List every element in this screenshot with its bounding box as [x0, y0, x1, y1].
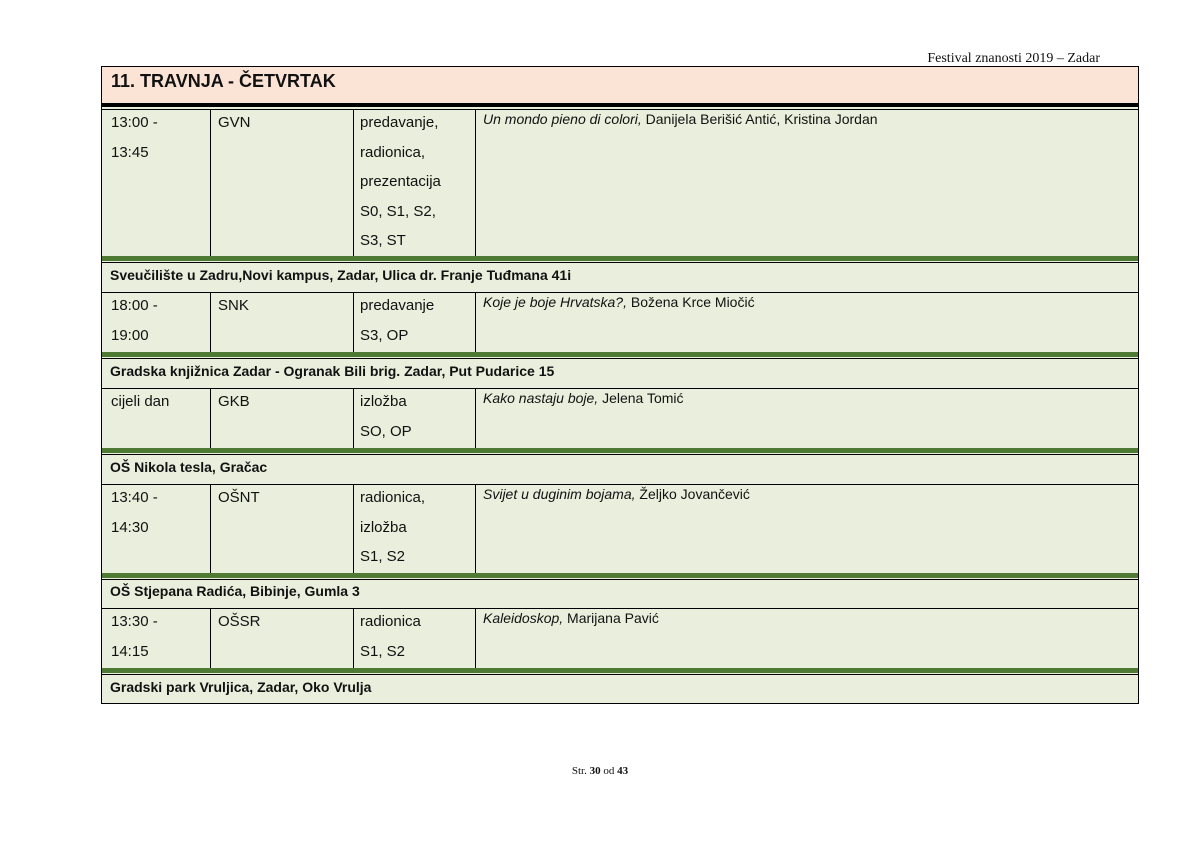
- column-divider: [353, 109, 354, 256]
- section-divider: [102, 448, 1138, 453]
- column-divider: [475, 109, 476, 256]
- event-time: 13:00 - 13:45: [111, 114, 158, 161]
- event-title: Un mondo pieno di colori,: [483, 111, 642, 127]
- event-title: Kako nastaju boje,: [483, 390, 599, 406]
- event-type: predavanje, radionica, prezentacija S0, S1, S2, S3, ST: [360, 114, 441, 250]
- page-footer: [0, 765, 1200, 777]
- column-divider: [353, 484, 354, 573]
- event-authors: Jelena Tomić: [598, 390, 684, 406]
- running-header: Festival znanosti 2019 – Zadar: [927, 51, 1100, 66]
- event-title: Koje je boje Hrvatska?,: [483, 294, 627, 310]
- event-description: [483, 390, 684, 406]
- event-type: radionica, izložba S1, S2: [360, 489, 426, 566]
- column-divider: [353, 608, 354, 668]
- location-heading: Sveučilište u Zadru,Novi kampus, Zadar, Ulica dr. Franje Tuđmana 41i: [110, 267, 572, 283]
- event-time: cijeli dan: [111, 393, 170, 410]
- event-description: [483, 111, 878, 127]
- event-type: izložba SO, OP: [360, 393, 412, 440]
- event-code: OŠNT: [218, 489, 260, 506]
- page-total: 43: [617, 765, 629, 777]
- event-title: Svijet u duginim bojama,: [483, 486, 636, 502]
- column-divider: [475, 388, 476, 448]
- event-code: GKB: [218, 393, 250, 410]
- section-divider: [102, 668, 1138, 673]
- location-heading: OŠ Stjepana Radića, Bibinje, Gumla 3: [110, 583, 360, 599]
- section-divider: [102, 352, 1138, 357]
- event-code: OŠSR: [218, 613, 261, 630]
- event-authors: Željko Jovančević: [635, 486, 750, 502]
- location-heading: OŠ Nikola tesla, Gračac: [110, 459, 268, 475]
- page-footer-prefix: Str.: [571, 765, 590, 777]
- day-title: 11. TRAVNJA - ČETVRTAK: [102, 67, 1138, 103]
- section-divider-thin: [102, 674, 1138, 675]
- section-divider-thin: [102, 358, 1138, 359]
- event-description: [483, 486, 750, 502]
- event-title: Kaleidoskop,: [483, 610, 564, 626]
- column-divider: [353, 292, 354, 352]
- column-divider: [210, 484, 211, 573]
- row-divider: [102, 388, 1138, 389]
- event-type: radionica S1, S2: [360, 613, 421, 660]
- row-divider: [102, 292, 1138, 293]
- event-code: GVN: [218, 114, 251, 131]
- event-authors: Danijela Berišić Antić, Kristina Jordan: [641, 111, 878, 127]
- column-divider: [210, 608, 211, 668]
- event-authors: Marijana Pavić: [563, 610, 659, 626]
- event-time: 18:00 - 19:00: [111, 297, 158, 344]
- section-divider-thin: [102, 262, 1138, 263]
- column-divider: [210, 109, 211, 256]
- event-type: predavanje S3, OP: [360, 297, 435, 344]
- column-divider: [475, 608, 476, 668]
- schedule-table: [101, 66, 1139, 704]
- section-divider: [102, 573, 1138, 578]
- event-time: 13:40 - 14:30: [111, 489, 158, 536]
- column-divider: [475, 484, 476, 573]
- event-time: 13:30 - 14:15: [111, 613, 158, 660]
- location-heading: Gradski park Vruljica, Zadar, Oko Vrulja: [110, 679, 372, 695]
- location-heading: Gradska knjižnica Zadar - Ogranak Bili brig. Zadar, Put Pudarice 15: [110, 363, 555, 379]
- header-divider-thin: [102, 109, 1138, 110]
- column-divider: [210, 388, 211, 448]
- page-number: 30: [589, 765, 601, 777]
- header-divider: [102, 103, 1138, 107]
- section-divider: [102, 256, 1138, 261]
- event-description: [483, 294, 755, 310]
- event-authors: Božena Krce Miočić: [626, 294, 755, 310]
- event-description: [483, 610, 659, 626]
- column-divider: [475, 292, 476, 352]
- column-divider: [210, 292, 211, 352]
- event-code: SNK: [218, 297, 249, 314]
- section-divider-thin: [102, 454, 1138, 455]
- column-divider: [353, 388, 354, 448]
- section-divider-thin: [102, 579, 1138, 580]
- page-footer-middle: od: [600, 765, 618, 777]
